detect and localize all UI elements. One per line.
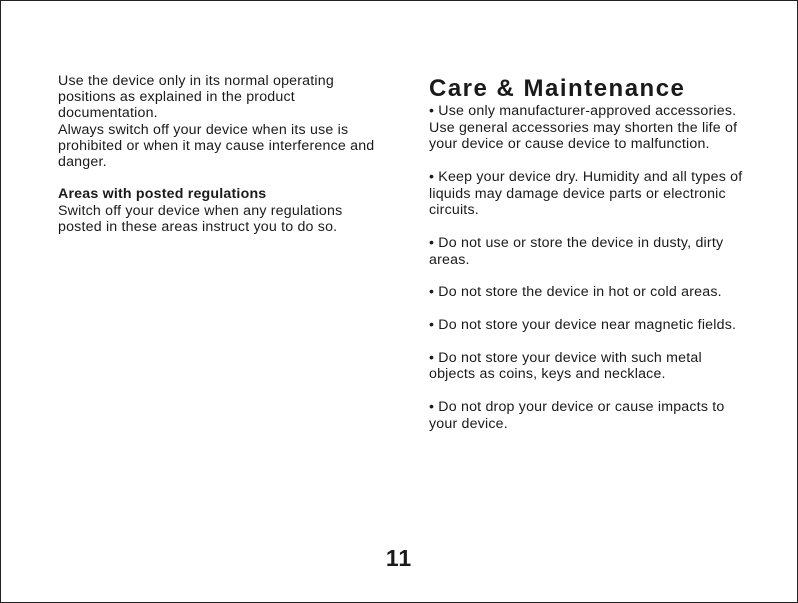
- switch-off-paragraph: Always switch off your device when its use is prohibited or when it may cause interference and danger.: [58, 121, 375, 171]
- bullet-hot-cold: • Do not store the device in hot or cold areas.: [429, 284, 722, 301]
- paragraph-spacer: [58, 170, 378, 186]
- bullet-dusty-areas: • Do not use or store the device in dusty, dirty areas.: [429, 234, 724, 268]
- bullet-metal-objects: • Do not store your device with such metal objects as coins, keys and necklace.: [429, 349, 702, 383]
- section-title: Care & Maintenance: [429, 75, 686, 102]
- posted-regulations-heading: Areas with posted regulations: [58, 186, 267, 203]
- page-number: 11: [385, 545, 413, 571]
- right-column: [429, 75, 744, 432]
- bullet-drop-device: • Do not drop your device or cause impacts to your device.: [429, 399, 725, 432]
- left-column: [58, 73, 378, 235]
- operating-positions-paragraph: Use the device only in its normal operating positions as explained in the product documentation.: [58, 73, 334, 122]
- posted-regulations-text: Switch off your device when any regulations posted in these areas instruct you to do so.: [58, 202, 343, 235]
- bullet-magnetic-fields: • Do not store your device near magnetic fields.: [429, 317, 737, 334]
- bullet-accessories: • Use only manufacturer-approved accessories. Use general accessories may shorten the life of your device or cause device to malfunction.: [429, 103, 738, 153]
- bullet-keep-dry: • Keep your device dry. Humidity and all types of liquids may damage device parts or electronic circuits.: [429, 168, 743, 219]
